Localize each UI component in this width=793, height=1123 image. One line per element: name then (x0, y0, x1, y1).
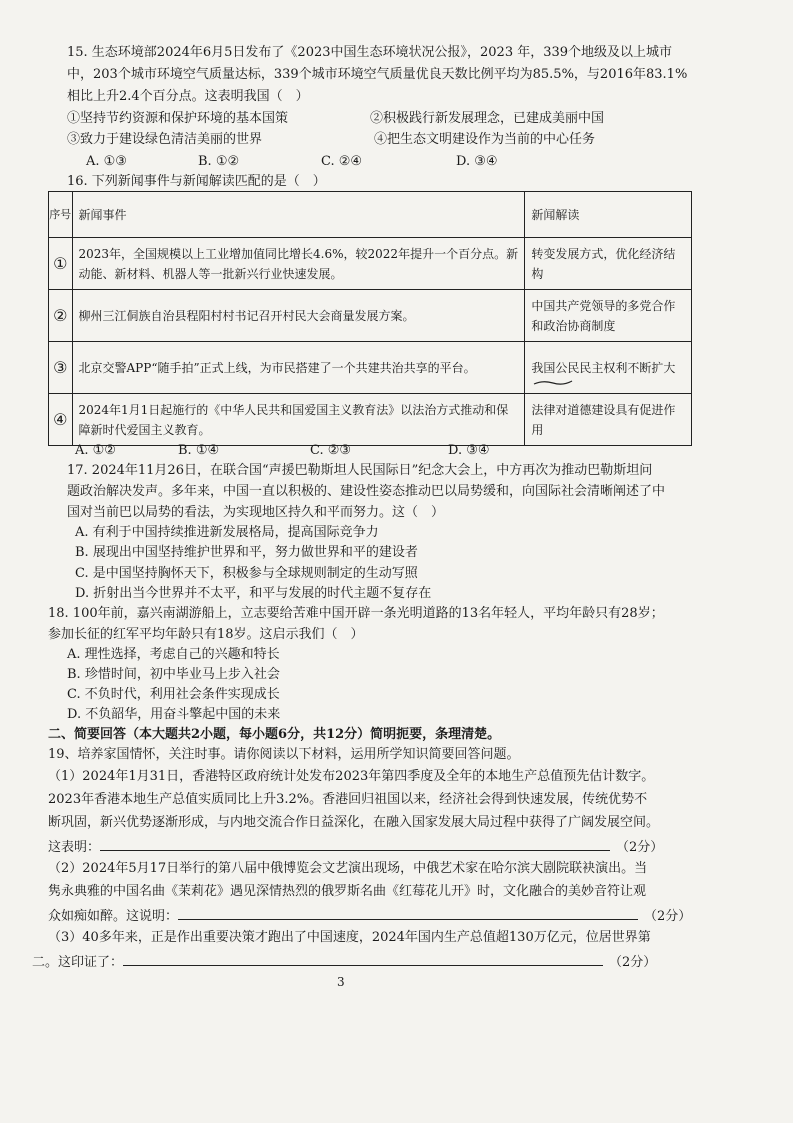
q15-stem-line-2: 中，203个城市环境空气质量达标，339个城市环境空气质量优良天数比例平均为85.5%，与2016年83.1% (67, 67, 688, 82)
score-label: （2分） (616, 840, 664, 855)
q17-choice-b: B. 展现出中国坚持维护世界和平，努力做世界和平的建设者 (75, 545, 418, 560)
q19-p3-prompt: 二。这印证了： (32, 955, 124, 970)
q18-stem-line-2: 参加长征的红军平均年龄只有18岁。这启示我们（ ） (48, 627, 364, 642)
header-event: 新闻事件 (72, 192, 525, 238)
q19-p1-answer-line (48, 837, 663, 856)
row-interp: 中国共产党领导的多党合作和政治协商制度 (525, 290, 692, 342)
answer-blank-2[interactable] (178, 906, 638, 920)
q19-p2-line-2: 隽永典雅的中国名曲《茉莉花》遇见深情热烈的俄罗斯名曲《红莓花儿开》时，文化融合的美妙音符让观 (48, 884, 647, 899)
q18-choice-b: B. 珍惜时间，初中毕业马上步入社会 (67, 667, 280, 682)
q19-p1-line-1: （1）2024年1月31日，香港特区政府统计处发布2023年第四季度及全年的本地生产总值预先估计数字。 (48, 769, 655, 784)
q19-p3-line-1: （3）40多年来，正是作出重要决策才跑出了中国速度，2024年国内生产总值超130万亿元，位居世界第 (48, 930, 651, 945)
q16-stem: 16. 下列新闻事件与新闻解读匹配的是（ ） (67, 174, 326, 189)
q19-p1-line-3: 断巩固，新兴优势逐渐形成，与内地交流合作日益深化，在融入国家发展大局过程中获得了广阔发展空间。 (48, 815, 660, 830)
row-event: 北京交警APP“随手拍”正式上线，为市民搭建了一个共建共治共享的平台。 (72, 342, 525, 394)
row-interp: 我国公民民主权利不断扩大 (525, 342, 692, 394)
q15-item-4: ④把生态文明建设作为当前的中心任务 (374, 132, 596, 147)
q16-choice-b: B. ①④ (178, 443, 220, 458)
q18-choice-a: A. 理性选择，考虑自己的兴趣和特长 (67, 647, 280, 662)
row-interp: 法律对道德建设具有促进作用 (525, 394, 692, 446)
q19-p3-answer-line (32, 952, 656, 971)
row-num: ① (49, 238, 73, 290)
q17-choice-a: A. 有利于中国持续推进新发展格局，提高国际竞争力 (75, 525, 379, 540)
row-num: ③ (49, 342, 73, 394)
q19-stem: 19、培养家国情怀，关注时事。请你阅读以下材料，运用所学知识简要回答问题。 (48, 747, 520, 762)
q15-item-3: ③致力于建设绿色清洁美丽的世界 (67, 132, 263, 147)
q17-stem-line-2: 题政治解决发声。多年来，中国一直以积极的、建设性姿态推动巴以局势缓和，向国际社会清晰阐述了中 (67, 484, 666, 499)
q16-choice-a: A. ①② (75, 443, 116, 458)
news-table (48, 191, 692, 446)
q19-p2-answer-line (48, 906, 691, 925)
q15-choice-c: C. ②④ (321, 154, 363, 169)
q17-choice-d: D. 折射出当今世界并不太平，和平与发展的时代主题不复存在 (75, 586, 432, 601)
q19-p2-line-1: （2）2024年5月17日举行的第八届中俄博览会文艺演出现场，中俄艺术家在哈尔滨大剧院联袂演出。当 (48, 861, 648, 876)
q17-stem-line-1: 17. 2024年11月26日，在联合国“声援巴勒斯坦人民国际日”纪念大会上，中方再次为推动巴勒斯坦问 (67, 463, 653, 478)
handwritten-underline-mark (533, 377, 573, 387)
q15-choice-b: B. ①② (198, 154, 240, 169)
page-number: 3 (337, 975, 345, 989)
answer-blank-1[interactable] (100, 837, 610, 851)
q15-stem-line-1: 15. 生态环境部2024年6月5日发布了《2023中国生态环境状况公报》，2023 年，339个地级及以上城市 (67, 45, 673, 60)
table-row (49, 290, 692, 342)
row-event: 2024年1月1日起施行的《中华人民共和国爱国主义教育法》以法治方式推动和保障新时代爱国主义教育。 (72, 394, 525, 446)
score-label: （2分） (644, 909, 692, 924)
q19-p1-line-2: 2023年香港本地生产总值实质同比上升3.2%。香港回归祖国以来，经济社会得到快速发展，传统优势不 (48, 792, 648, 807)
q18-choice-c: C. 不负时代，利用社会条件实现成长 (67, 687, 280, 702)
q16-choice-d: D. ③④ (448, 443, 490, 458)
section-2-title: 二、简要回答（本大题共2小题，每小题6分，共12分）简明扼要，条理清楚。 (48, 727, 501, 742)
table-header-row (49, 192, 692, 238)
q15-choice-a: A. ①③ (86, 154, 127, 169)
row-num: ② (49, 290, 73, 342)
row-event: 2023年，全国规模以上工业增加值同比增长4.6%，较2022年提升一个百分点。新动能、新材料、机器人等一批新兴行业快速发展。 (72, 238, 525, 290)
row-event: 柳州三江侗族自治县程阳村村书记召开村民大会商量发展方案。 (72, 290, 525, 342)
table-row (49, 342, 692, 394)
q19-p2-prompt: 众如痴如醉。这说明： (48, 909, 179, 924)
q18-stem-line-1: 18. 100年前，嘉兴南湖游船上，立志要给苦难中国开辟一条光明道路的13名年轻人，平均年龄只有28岁； (48, 606, 664, 621)
answer-blank-3[interactable] (123, 952, 603, 966)
q17-choice-c: C. 是中国坚持胸怀天下，积极参与全球规则制定的生动写照 (75, 566, 418, 581)
q15-choice-d: D. ③④ (456, 154, 498, 169)
score-label: （2分） (609, 955, 657, 970)
q16-choice-c: C. ②③ (310, 443, 352, 458)
row-num: ④ (49, 394, 73, 446)
q18-choice-d: D. 不负韶华，用奋斗擎起中国的未来 (67, 707, 281, 722)
q15-item-1: ①坚持节约资源和保护环境的基本国策 (67, 111, 289, 126)
row-interp: 转变发展方式，优化经济结构 (525, 238, 692, 290)
header-num: 序号 (49, 192, 73, 238)
q19-p1-prompt: 这表明： (48, 840, 101, 855)
q15-item-2: ②积极践行新发展理念，已建成美丽中国 (370, 111, 605, 126)
table-row (49, 238, 692, 290)
q17-stem-line-3: 国对当前巴以局势的看法，为实现地区持久和平而努力。这（ ） (67, 505, 445, 520)
table-row (49, 394, 692, 446)
header-interp: 新闻解读 (525, 192, 692, 238)
q15-stem-line-3: 相比上升2.4个百分点。这表明我国（ ） (67, 89, 309, 104)
